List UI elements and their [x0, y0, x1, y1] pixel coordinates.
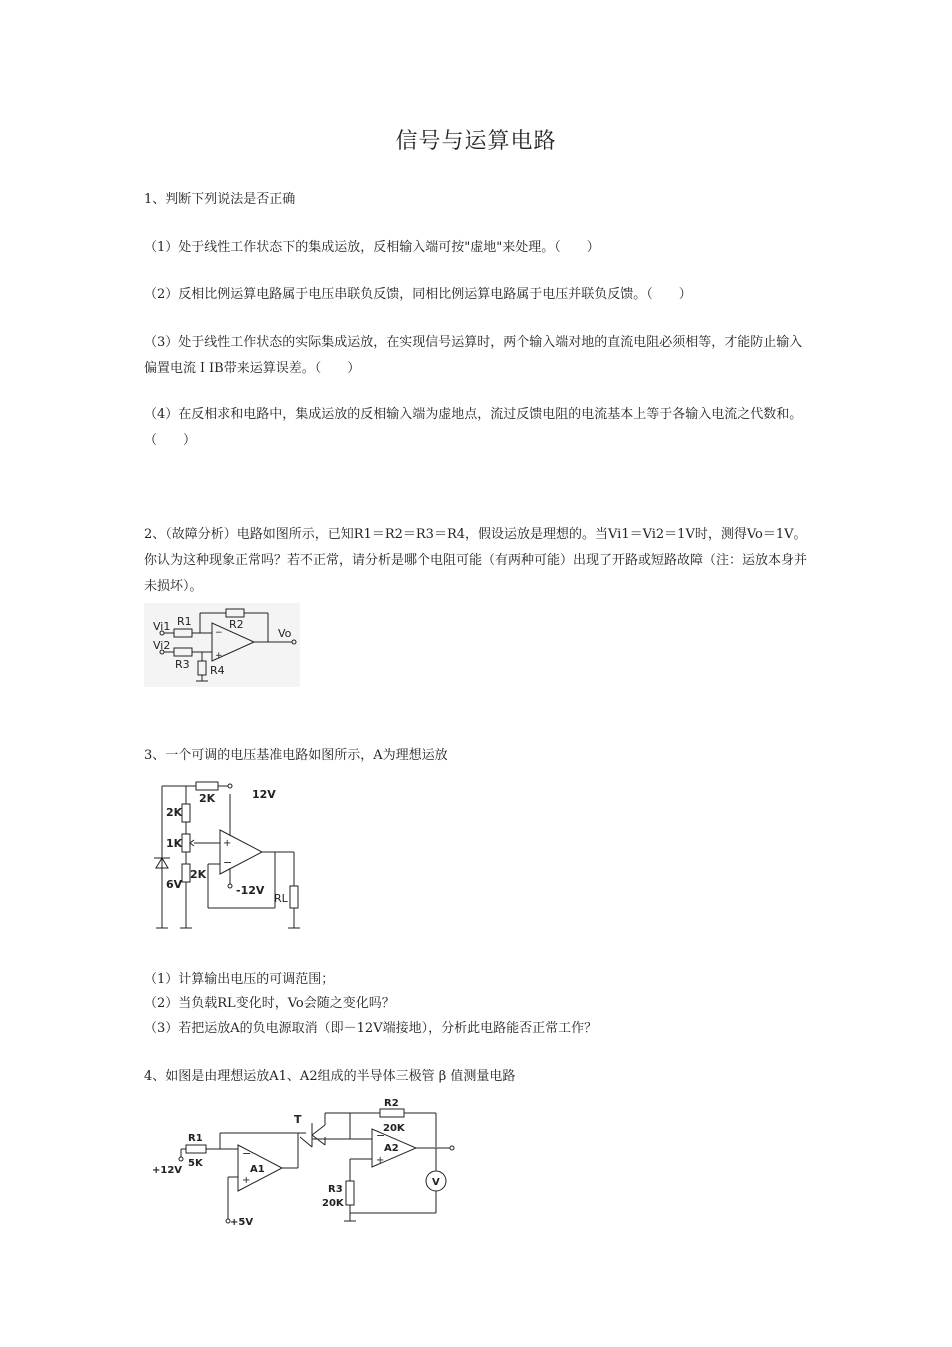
q4-label-a1: A1: [250, 1164, 265, 1175]
q1-heading: 1、判断下列说法是否正确: [144, 192, 296, 207]
q2-label-r2: R2: [229, 618, 244, 631]
q4-label-a2: A2: [384, 1143, 399, 1154]
q3-label-2k-bot: 2K: [190, 868, 207, 881]
q4-heading: 4、如图是由理想运放A1、A2组成的半导体三极管 β 值测量电路: [144, 1069, 516, 1084]
q4-label-r2: R2: [384, 1098, 399, 1109]
q2-circuit-diagram: [144, 603, 300, 687]
svg-text:−: −: [242, 1147, 252, 1160]
q4-label-r3: R3: [328, 1184, 343, 1195]
svg-text:−: −: [215, 628, 223, 638]
q4-voltmeter-label: V: [432, 1177, 440, 1188]
q2-label-r1: R1: [177, 615, 192, 628]
q4-label-t: T: [294, 1113, 302, 1126]
q2-label-vi2: Vi2: [153, 639, 171, 652]
q4-label-r2-value: 20K: [383, 1123, 405, 1134]
svg-text:+: +: [223, 838, 232, 849]
q4-label-5v: +5V: [230, 1217, 254, 1228]
q4-label-r1: R1: [188, 1133, 203, 1144]
q3-label-6v: 6V: [166, 878, 183, 891]
q2-label-vi1: Vi1: [153, 620, 171, 633]
q3-sub-1: （1）计算输出电压的可调范围；: [144, 972, 335, 987]
q3-label-rl: RL: [274, 892, 288, 905]
q3-label-1k: 1K: [166, 837, 183, 850]
q3-circuit-diagram: [150, 778, 310, 933]
q2-label-r3: R3: [175, 658, 190, 671]
q1-item-1: （1）处于线性工作状态下的集成运放，反相输入端可按"虚地"来处理。（ ）: [144, 240, 600, 255]
q2-label-r4: R4: [210, 664, 225, 677]
q1-item-2: （2）反相比例运算电路属于电压串联负反馈，同相比例运算电路属于电压并联负反馈。（ ）: [144, 287, 692, 302]
q3-sub-2: （2）当负载RL变化时，Vo会随之变化吗？: [144, 996, 395, 1011]
q3-label-2k-top: 2K: [199, 792, 216, 805]
svg-text:+: +: [376, 1155, 385, 1166]
q4-label-r3-value: 20K: [322, 1198, 344, 1209]
q1-item-4: （4）在反相求和电路中，集成运放的反相输入端为虚地点，流过反馈电阻的电流基本上等于各输入电流之代数和。（ ）: [144, 407, 803, 448]
q3-label-2k-left: 2K: [166, 806, 183, 819]
q3-label-neg12v: -12V: [236, 884, 265, 897]
page-title: 信号与运算电路: [395, 129, 557, 154]
q4-label-r1-value: 5K: [188, 1158, 203, 1169]
q2-text: 2、（故障分析）电路如图所示，已知R1＝R2＝R3＝R4，假设运放是理想的。当Vi1＝Vi2＝1V时，测得Vo＝1V。你认为这种现象正常吗？若不正常，请分析是哪个电阻可能（有两种可能）出现了开路或短路故障（注：运放本身并未损坏）。: [144, 527, 808, 594]
svg-text:+: +: [242, 1175, 251, 1186]
svg-text:+: +: [215, 651, 223, 661]
q3-label-12v: 12V: [252, 788, 276, 801]
q4-circuit-diagram: [150, 1095, 468, 1230]
q1-item-3: （3）处于线性工作状态的实际集成运放，在实现信号运算时，两个输入端对地的直流电阻必须相等，才能防止输入偏置电流ＩIB带来运算误差。（ ）: [144, 335, 803, 376]
svg-text:−: −: [376, 1129, 386, 1142]
svg-text:−: −: [223, 856, 233, 869]
q3-sub-3: （3）若把运放A的负电源取消（即－12V端接地），分析此电路能否正常工作？: [144, 1021, 598, 1036]
q2-label-vo: Vo: [278, 627, 292, 640]
q3-heading: 3、一个可调的电压基准电路如图所示，A为理想运放: [144, 748, 448, 763]
q4-label-12v: +12V: [152, 1165, 183, 1176]
